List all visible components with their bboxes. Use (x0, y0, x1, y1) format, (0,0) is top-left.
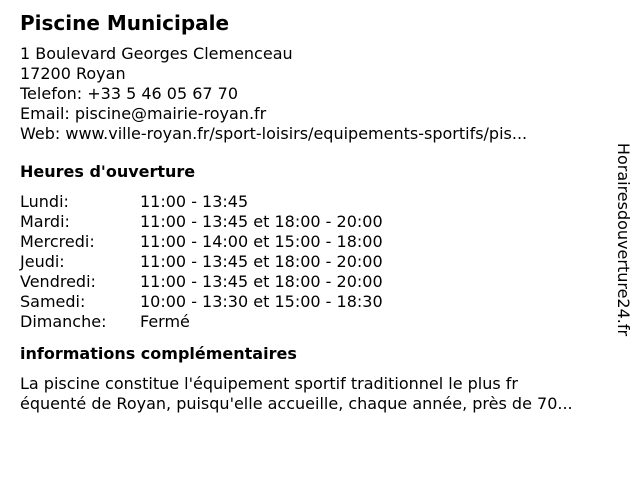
time-value: 11:00 - 13:45 et 18:00 - 20:00 (140, 252, 383, 271)
phone-line: Telefon: +33 5 46 05 67 70 (20, 84, 239, 103)
time-value: 11:00 - 14:00 et 15:00 - 18:00 (140, 232, 383, 251)
web-line: Web: www.ville-royan.fr/sport-loisirs/equipements-sportifs/pis... (20, 124, 528, 143)
day-label: Lundi: (20, 192, 69, 211)
hours-row-saturday (20, 292, 610, 312)
place-title: Piscine Municipale (20, 11, 230, 35)
hours-row-monday (20, 192, 610, 212)
brand-vertical-label (612, 134, 636, 344)
day-label: Jeudi: (20, 252, 65, 271)
address-line-1: 1 Boulevard Georges Clemenceau (20, 44, 293, 63)
hours-row-tuesday (20, 212, 610, 232)
email-line: Email: piscine@mairie-royan.fr (20, 104, 267, 123)
day-label: Dimanche: (20, 312, 107, 331)
hours-row-friday (20, 272, 610, 292)
day-label: Mardi: (20, 212, 70, 231)
brand-text: Horairesdouverture24.fr (614, 142, 634, 336)
hours-row-wednesday (20, 232, 610, 252)
time-value: 10:00 - 13:30 et 15:00 - 18:30 (140, 292, 383, 311)
info-text-line-1: La piscine constitue l'équipement sportif traditionnel le plus fr (20, 374, 519, 393)
time-value: 11:00 - 13:45 et 18:00 - 20:00 (140, 272, 383, 291)
hours-heading: Heures d'ouverture (20, 162, 196, 181)
hours-row-sunday (20, 312, 610, 332)
time-value: 11:00 - 13:45 (140, 192, 249, 211)
info-heading: informations complémentaires (20, 344, 297, 363)
opening-hours-card (20, 10, 610, 414)
time-value: 11:00 - 13:45 et 18:00 - 20:00 (140, 212, 383, 231)
hours-row-thursday (20, 252, 610, 272)
day-label: Mercredi: (20, 232, 95, 251)
day-label: Samedi: (20, 292, 86, 311)
time-value: Fermé (140, 312, 190, 331)
address-line-2: 17200 Royan (20, 64, 126, 83)
day-label: Vendredi: (20, 272, 96, 291)
info-text-line-2: équenté de Royan, puisqu'elle accueille, chaque année, près de 70... (20, 394, 573, 413)
